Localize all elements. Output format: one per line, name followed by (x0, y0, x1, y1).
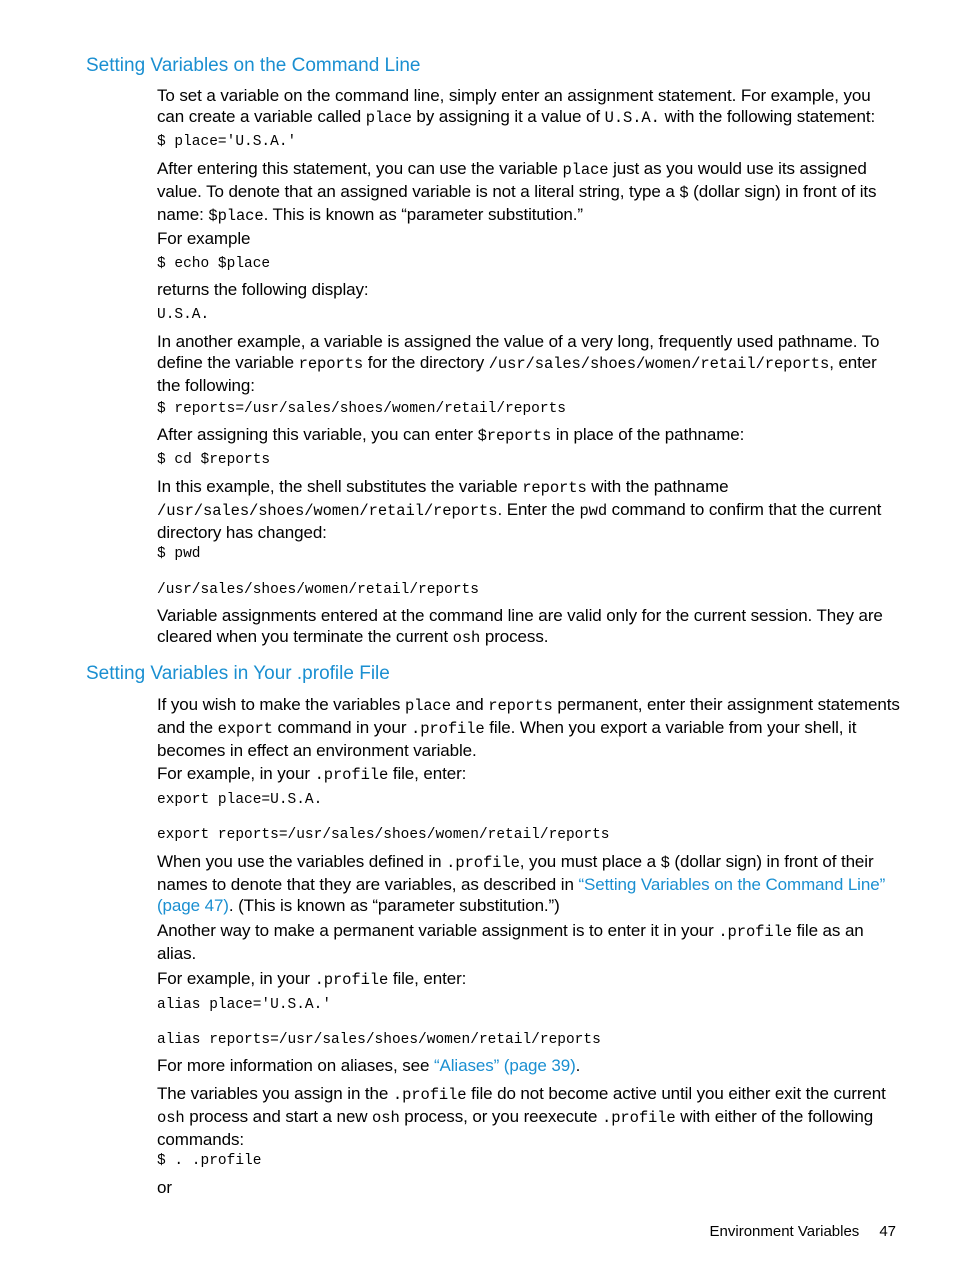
inline-code: .profile (718, 923, 792, 941)
cross-reference-link-command-line[interactable]: “Setting Variables on the Command Line” (page 47) (157, 875, 886, 915)
paragraph: Another way to make a permanent variable assignment is to enter it in your .profile file as an alias. (157, 921, 864, 963)
code-line: $ cd $reports (157, 452, 271, 468)
inline-code: pwd (579, 502, 608, 520)
paragraph: When you use the variables defined in .profile, you must place a $ (dollar sign) in front of their names to denote that they are variables, as described in “Setting Variables on the Command Line” (page 47). (This is known as “parameter substitution.”) (157, 852, 886, 915)
inline-code: reports (522, 479, 587, 497)
paragraph: After entering this statement, you can use the variable place just as you would use its assigned value. To denote that an assigned variable is not a literal string, type a $ (dollar sign) in front of its name: $place. This is known as “parameter substitution.” (157, 159, 877, 225)
inline-code: /usr/sales/shoes/women/retail/reports (157, 502, 498, 520)
inline-code: place (365, 109, 412, 127)
paragraph: If you wish to make the variables place and reports permanent, enter their assignment statements and the export command in your .profile file. When you export a variable from your shell, it becomes in effect an environment variable. (157, 695, 900, 760)
code-line: $ place='U.S.A.' (157, 134, 297, 150)
paragraph: or (157, 1178, 172, 1197)
inline-code: U.S.A. (604, 109, 660, 127)
code-line: export place=U.S.A. (157, 792, 323, 808)
paragraph: In this example, the shell substitutes the variable reports with the pathname /usr/sales/shoes/women/retail/reports. Enter the pwd command to confirm that the current directory has changed: (157, 477, 882, 542)
inline-code: .profile (314, 971, 389, 989)
paragraph: Variable assignments entered at the command line are valid only for the current session. They are cleared when you terminate the current osh process. (157, 606, 883, 647)
inline-code: place (562, 161, 609, 179)
code-line: /usr/sales/shoes/women/retail/reports (157, 582, 479, 598)
inline-code: $reports (477, 427, 552, 445)
inline-code: .profile (314, 766, 389, 784)
inline-code: export (217, 720, 273, 738)
code-line: $ reports=/usr/sales/shoes/women/retail/reports (157, 401, 566, 417)
code-line: $ . .profile (157, 1153, 262, 1169)
code-line: $ pwd (157, 546, 201, 562)
page-footer (710, 1222, 896, 1242)
paragraph: After assigning this variable, you can enter $reports in place of the pathname: (157, 425, 745, 445)
code-line: alias place='U.S.A.' (157, 997, 332, 1013)
paragraph: For example (157, 229, 251, 248)
inline-code: .profile (411, 720, 485, 738)
inline-code: osh (157, 1109, 185, 1127)
footer-title: Environment Variables (709, 1223, 860, 1240)
code-line: alias reports=/usr/sales/shoes/women/retail/reports (157, 1032, 601, 1048)
code-line: U.S.A. (157, 307, 210, 323)
inline-code: osh (452, 629, 481, 647)
inline-code: reports (298, 355, 364, 373)
inline-code: /usr/sales/shoes/women/retail/reports (488, 355, 830, 373)
paragraph: The variables you assign in the .profile file do not become active until you either exit the current osh process and start a new osh process, or you reexecute .profile with either of the following commands: (157, 1084, 886, 1149)
paragraph: returns the following display: (157, 280, 369, 299)
inline-code: $ (660, 854, 670, 872)
page-number: 47 (879, 1223, 896, 1240)
paragraph: For example, in your .profile file, enter: (157, 969, 467, 989)
inline-code: .profile (446, 854, 520, 872)
section-heading-profile-file: Setting Variables in Your .profile File (86, 663, 390, 684)
inline-code: osh (372, 1109, 400, 1127)
inline-code: $ (679, 184, 689, 202)
inline-code: reports (488, 697, 553, 715)
code-line: $ echo $place (157, 256, 271, 272)
code-line: export reports=/usr/sales/shoes/women/retail/reports (157, 827, 610, 843)
paragraph: To set a variable on the command line, simply enter an assignment statement. For example, you can create a variable called place by assigning it a value of U.S.A. with the following statement: (157, 86, 876, 127)
inline-code: place (404, 697, 451, 715)
inline-code: .profile (392, 1086, 467, 1104)
cross-reference-link-aliases[interactable]: “Aliases” (page 39) (433, 1056, 576, 1075)
inline-code: .profile (602, 1109, 676, 1127)
section-heading-command-line: Setting Variables on the Command Line (86, 55, 421, 76)
paragraph: For example, in your .profile file, enter: (157, 764, 467, 784)
paragraph: For more information on aliases, see “Aliases” (page 39). (157, 1056, 581, 1075)
paragraph: In another example, a variable is assigned the value of a very long, frequently used pathname. To define the variable reports for the directory /usr/sales/shoes/women/retail/reports, enter the following: (157, 332, 880, 395)
inline-code: $place (208, 207, 264, 225)
